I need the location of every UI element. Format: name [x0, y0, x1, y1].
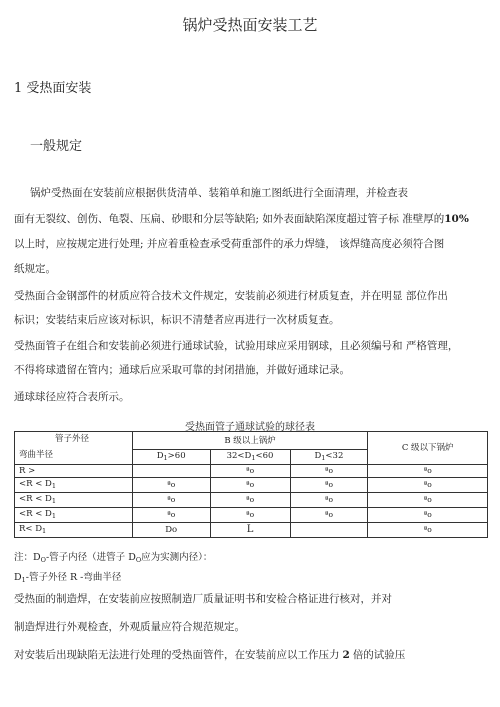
- header-c-level: C 级以下锅炉: [368, 432, 488, 465]
- table-cell: ªo: [368, 523, 488, 538]
- paragraph-3-line-2: 不得将球遗留在管内；通球后应采取可靠的封闭措施，并做好通球记录。: [14, 364, 350, 376]
- header-col-3: [290, 450, 368, 465]
- paragraph-1-line-3: 以上时，应按规定进行处理; 并应着重检查承受荷重部件的承力焊缝， 该焊缝高度必须符合图: [14, 238, 445, 250]
- table-row: [15, 478, 488, 493]
- note-2-text: D: [14, 572, 22, 583]
- table-cell: L: [210, 523, 290, 538]
- table-cell: ªo: [368, 465, 488, 478]
- paragraph-2-line-2: 标识；安装结束后应该对标识，标识不清楚者应再进行一次材质复查。: [14, 314, 340, 326]
- subsection-heading: 一般规定: [30, 139, 83, 154]
- row-label-sub: 1: [51, 497, 57, 505]
- row-label: [15, 508, 133, 523]
- note-2-sub: 1: [21, 576, 26, 584]
- note-1-sub: O: [40, 556, 46, 564]
- note-2-rest: -管子外径 R -弯曲半径: [25, 572, 122, 583]
- row-label-text: R< D: [19, 524, 43, 534]
- table-cell: [132, 465, 210, 478]
- table-row: [15, 508, 488, 523]
- row-label-sub: 1: [51, 482, 57, 490]
- table-cell: ªo: [210, 465, 290, 478]
- paragraph-1-line-2: [14, 212, 469, 226]
- header-col-1-rest: >60: [167, 451, 186, 461]
- row-label: [15, 478, 133, 493]
- header-col-1-sub: 1: [163, 454, 168, 462]
- row-label: R >: [15, 465, 133, 478]
- row-label-text: <R < D: [19, 494, 52, 504]
- percent-value: 10%: [444, 213, 469, 225]
- header-col-3-sub: 1: [321, 454, 326, 462]
- table-cell: ªo: [368, 508, 488, 523]
- page-title: 锅炉受热面安装工艺: [182, 16, 318, 34]
- header-col-2-rest: <60: [255, 451, 274, 461]
- paragraph-1-line-2-text: 面有无裂纹、创伤、龟裂、压扁、砂眼和分层等缺陷; 如外表面缺陷深度超过管子标 准壁厚的: [14, 213, 445, 225]
- section-heading: 1 受热面安装: [14, 81, 92, 96]
- header-col-2: [210, 450, 290, 465]
- header-col-1: [132, 450, 210, 465]
- table-cell: [290, 523, 368, 538]
- note-1-rest: -管子内径（进管子 D: [45, 552, 136, 563]
- header-outer-diameter: 管子外径: [55, 434, 90, 444]
- row-label-text: <R < D: [19, 479, 52, 489]
- note-1-text: 注：D: [14, 552, 41, 563]
- tail-line-3-text: 对安装后出现缺陷无法进行处理的受热面管件，在安装前应以工作压力: [14, 649, 340, 661]
- table-corner-cell: [15, 432, 133, 465]
- header-col-2-sub: 1: [251, 454, 256, 462]
- header-col-1-text: D: [156, 451, 164, 461]
- row-label-sub: 1: [42, 527, 47, 535]
- header-b-level: B 级以上锅炉: [132, 432, 368, 450]
- table-cell: ªo: [132, 508, 210, 523]
- table-header-row: [15, 432, 488, 450]
- tail-line-3-rest: 倍的试验压: [352, 649, 406, 661]
- header-col-3-text: D: [314, 451, 322, 461]
- paragraph-2-line-1: 受热面合金钢部件的材质应符合技术文件规定，安装前必须进行材质复查，并在明显 部位作出: [14, 290, 448, 302]
- table-cell: ªo: [132, 478, 210, 493]
- note-line-1: [14, 549, 212, 564]
- table-cell: ªo: [290, 478, 368, 493]
- note-1-rest-2: 应为实测内径）：: [141, 552, 213, 563]
- row-label: [15, 493, 133, 508]
- paragraph-1-line-1: 锅炉受热面在安装前应根据供货清单、装箱单和施工图纸进行全面清理，并检查表: [30, 187, 408, 199]
- pressure-multiplier: 2: [342, 649, 350, 661]
- ball-diameter-table: [14, 431, 488, 538]
- tail-line-3: [14, 648, 405, 662]
- header-bend-radius: 弯曲半径: [19, 450, 54, 460]
- table-cell: ªo: [368, 493, 488, 508]
- note-1-sub-2: O: [135, 556, 142, 564]
- table-cell: ªo: [210, 508, 290, 523]
- paragraph-1-line-4: 纸规定。: [14, 263, 56, 275]
- row-label: [15, 523, 133, 538]
- row-label-text: <R < D: [19, 509, 52, 519]
- table-cell: ªo: [290, 508, 368, 523]
- table-row: [15, 493, 488, 508]
- header-col-3-rest: <32: [325, 451, 344, 461]
- tail-line-1: 受热面的制造焊，在安装前应按照制造厂质量证明书和安检合格证进行核对，并对: [14, 593, 392, 605]
- table-cell: ªo: [210, 478, 290, 493]
- tail-line-2: 制造焊进行外观检查，外观质量应符合规范规定。: [14, 621, 245, 633]
- table-cell: ªo: [290, 465, 368, 478]
- table-cell: ªo: [368, 478, 488, 493]
- paragraph-3-line-1: 受热面管子在组合和安装前必须进行通球试验，试验用球应采用钢球，且必须编号和 严格管理，: [14, 340, 459, 352]
- table-row: [15, 523, 488, 538]
- table-caption: 受热面管子通球试验的球径表: [185, 422, 315, 433]
- paragraph-4: 通球球径应符合表所示。: [14, 391, 130, 403]
- table-cell: ªo: [210, 493, 290, 508]
- row-label-sub: 1: [51, 512, 57, 520]
- note-line-2: [14, 569, 121, 584]
- table-cell: Do: [132, 523, 210, 538]
- table-row: [15, 465, 488, 478]
- table-cell: ªo: [290, 493, 368, 508]
- table-cell: ªo: [132, 493, 210, 508]
- header-col-2-text: 32<D: [226, 451, 252, 461]
